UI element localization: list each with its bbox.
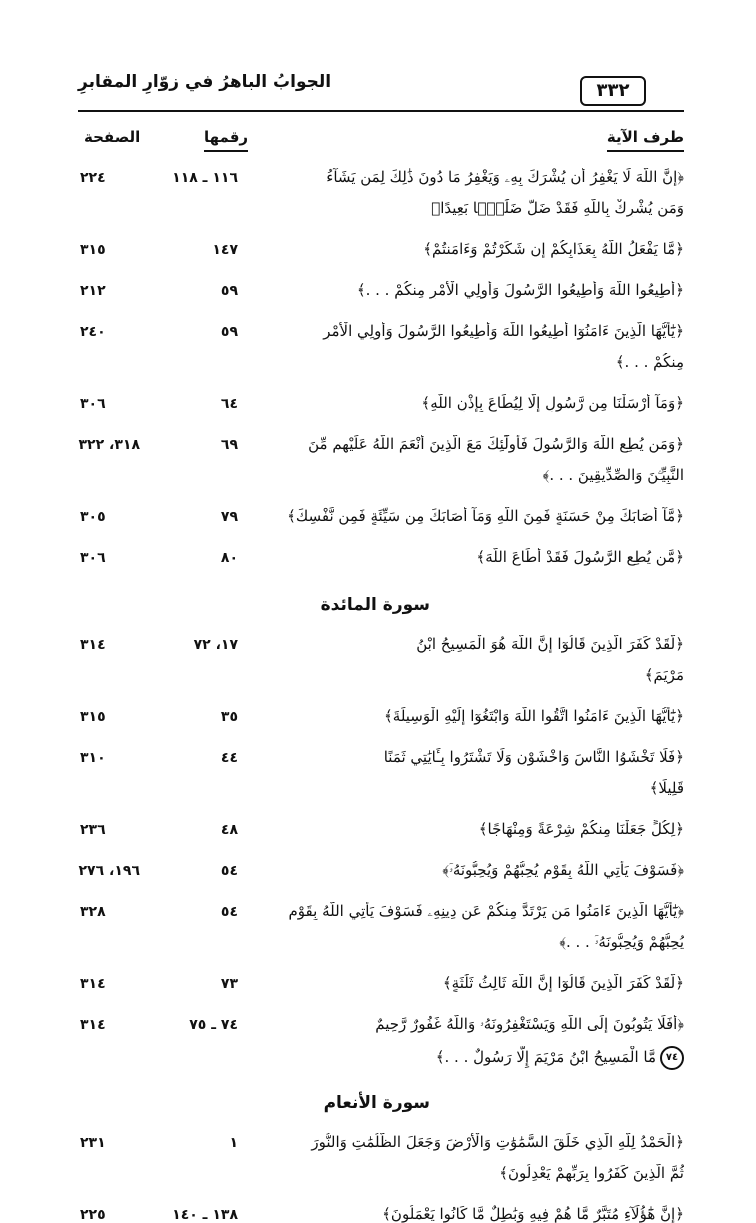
verse-number: ٤٨ — [220, 822, 238, 838]
ayah-text-line: ﴿فَلَا تَخْشَوُا النَّاسَ وَاخْشَوْنِ وَلَا تَشْتَرُوا بِـَٔايَٰتِي ثَمَنًا — [383, 748, 684, 766]
ayah-text-line: ﴿لَّقَدْ كَفَرَ الَّذِينَ قَالُوٓا إِنَّ اللَّهَ ثَالِثُ ثَلَٰثَةٍ﴾ — [442, 974, 684, 992]
page-reference: ٢٣١ — [80, 1135, 106, 1151]
verse-number: ١٣٨ ـ ١٤٠ — [172, 1207, 238, 1223]
page-reference: ٣٠٦ — [80, 396, 106, 412]
page-reference: ١٩٦، ٢٧٦ — [78, 863, 140, 879]
page-reference: ٢١٢ — [80, 283, 106, 299]
page-reference: ٢٤٠ — [80, 324, 106, 340]
ayah-text-line: ﴿لِكُلٍّ جَعَلْنَا مِنكُمْ شِرْعَةً وَمِنْهَاجًا﴾ — [478, 820, 684, 838]
ayah-text-line: ﴿إِنَّ اللَّهَ لَا يَغْفِرُ أَن يُشْرَكَ بِهِۦ وَيَغْفِرُ مَا دُونَ ذَٰلِكَ لِمَن يَشَآءُ — [326, 168, 684, 186]
page-number: ٣٣٢ — [580, 76, 646, 106]
page-reference: ٢٢٤ — [80, 170, 106, 186]
page-reference: ٣١٤ — [80, 976, 106, 992]
page-reference: ٣١٥ — [80, 709, 106, 725]
book-title: الجوابُ الباهرُ في زوّارِ المقابرِ — [78, 72, 332, 92]
column-header-ayah: طرف الآية — [607, 128, 684, 152]
ayah-text-line: ﴿مَّا يَفْعَلُ اللَّهُ بِعَذَابِكُمْ إِن شَكَرْتُمْ وَءَامَنتُمْ﴾ — [423, 240, 684, 258]
verse-number: ٤٤ — [220, 750, 238, 766]
ayah-text-line: مَرْيَمَ﴾ — [644, 666, 684, 684]
column-header-page: الصفحة — [84, 128, 141, 146]
ayah-text-line: ﴿مَّن يُطِعِ الرَّسُولَ فَقَدْ أَطَاعَ اللَّهَ﴾ — [476, 548, 684, 566]
page-reference: ٢٢٥ — [80, 1207, 106, 1223]
verse-number: ٣٥ — [220, 709, 238, 725]
page-reference: ٣١٤ — [80, 637, 106, 653]
ayah-text-line: النَّبِيِّـۧنَ وَالصِّدِّيقِينَ . . .﴾ — [542, 466, 684, 484]
page-reference: ٣١٨، ٣٢٢ — [78, 437, 140, 453]
ayah-text-line: ﴿فَسَوْفَ يَأْتِي اللَّهُ بِقَوْمٍ يُحِبُّهُمْ وَيُحِبُّونَهُۥٓ﴾ — [442, 861, 684, 879]
verse-number: ١ — [229, 1135, 238, 1151]
page-reference: ٣١٠ — [80, 750, 106, 766]
ayah-text-line: ثُمَّ الَّذِينَ كَفَرُوا بِرَبِّهِمْ يَعْدِلُونَ﴾ — [499, 1164, 684, 1182]
page-reference: ٣١٤ — [80, 1017, 106, 1033]
ayah-text-line: قَلِيلًا﴾ — [649, 779, 684, 797]
surah-heading: سورة المائدة — [320, 595, 430, 615]
page-number-box — [580, 78, 684, 106]
verse-number: ٦٩ — [220, 437, 238, 453]
ayah-text-line: وَمَن يُشْرِكْ بِاللَّهِ فَقَدْ ضَلَّ ضَلَٰلًۢا بَعِيدًا﴾ — [431, 199, 684, 217]
ayah-text-line: ﴿وَمَآ أَرْسَلْنَا مِن رَّسُولٍ إِلَّا لِيُطَاعَ بِإِذْنِ اللَّهِ﴾ — [421, 394, 684, 412]
page-reference: ٣٠٦ — [80, 550, 106, 566]
verse-number: ٥٤ — [220, 904, 238, 920]
ayah-text-line: مِنكُمْ . . .﴾ — [615, 353, 684, 371]
ayah-text-line: ﴿أَطِيعُوا اللَّهَ وَأَطِيعُوا الرَّسُولَ وَأُولِي الْأَمْرِ مِنكُمْ . . .﴾ — [356, 281, 684, 299]
ayah-text-line — [264, 1046, 684, 1070]
surah-heading: سورة الأنعام — [323, 1093, 430, 1113]
ayah-text-line: ﴿وَمَن يُطِعِ اللَّهَ وَالرَّسُولَ فَأُولَٰٓئِكَ مَعَ الَّذِينَ أَنْعَمَ اللَّهُ عَلَيْهِم مِّنَ — [308, 435, 684, 453]
ayah-text-line: ﴿يَٰٓأَيُّهَا الَّذِينَ ءَامَنُوا مَن يَرْتَدَّ مِنكُمْ عَن دِينِهِۦ فَسَوْفَ يَأْتِي اللَّهُ بِقَوْمٍ — [288, 902, 684, 920]
ayah-text-line: يُحِبُّهُمْ وَيُحِبُّونَهُۥٓ . . .﴾ — [559, 933, 684, 951]
verse-number: ٧٩ — [220, 509, 238, 525]
page-reference: ٣١٥ — [80, 242, 106, 258]
page-reference: ٢٣٦ — [80, 822, 106, 838]
ayah-text-line: ﴿لَّقَدْ كَفَرَ الَّذِينَ قَالُوٓا إِنَّ اللَّهَ هُوَ الْمَسِيحُ ابْنُ — [416, 635, 684, 653]
verse-number: ١٤٧ — [212, 242, 238, 258]
verse-number: ٧٤ ـ ٧٥ — [189, 1017, 238, 1033]
ayah-number-marker: ٧٤ — [660, 1046, 684, 1070]
ayah-text-line: ﴿الْحَمْدُ لِلَّهِ الَّذِي خَلَقَ السَّمَٰوَٰتِ وَالْأَرْضَ وَجَعَلَ الظُّلُمَٰتِ وَالنُّورَ — [311, 1133, 684, 1151]
ayah-text-line: ﴿مَّآ أَصَابَكَ مِنْ حَسَنَةٍ فَمِنَ اللَّهِ وَمَآ أَصَابَكَ مِن سَيِّئَةٍ فَمِن نَّفْسِكَ﴾ — [287, 507, 684, 525]
verse-number: ٥٩ — [220, 324, 238, 340]
ayah-text-line: ﴿أَفَلَا يَتُوبُونَ إِلَى اللَّهِ وَيَسْتَغْفِرُونَهُۥ وَاللَّهُ غَفُورٌ رَّحِيمٌ — [375, 1015, 684, 1033]
verse-number: ٧٣ — [220, 976, 238, 992]
ayah-text-line: ﴿يَٰٓأَيُّهَا الَّذِينَ ءَامَنُوٓا أَطِيعُوا اللَّهَ وَأَطِيعُوا الرَّسُولَ وَأُولِي الْأَمْرِ — [323, 322, 684, 340]
page-reference: ٣٢٨ — [80, 904, 106, 920]
page-header — [78, 72, 684, 112]
verse-number: ١٧، ٧٢ — [193, 637, 238, 653]
ayah-text-line: ﴿إِنَّ هَٰٓؤُلَآءِ مُتَبَّرٌ مَّا هُمْ فِيهِ وَبَٰطِلٌ مَّا كَانُوا يَعْمَلُونَ﴾ — [382, 1205, 684, 1223]
verse-number: ٥٩ — [220, 283, 238, 299]
verse-number: ٥٤ — [220, 863, 238, 879]
ayah-text-segment: مَّا الْمَسِيحُ ابْنُ مَرْيَمَ إِلَّا رَسُولٌ . . .﴾ — [435, 1048, 656, 1066]
page-reference: ٣٠٥ — [80, 509, 106, 525]
verse-number: ٦٤ — [220, 396, 238, 412]
verse-number: ٨٠ — [220, 550, 238, 566]
column-header-verse-number: رقمها — [204, 128, 248, 152]
header-rule — [78, 110, 684, 112]
ayah-text-line: ﴿يَٰٓأَيُّهَا الَّذِينَ ءَامَنُوا اتَّقُوا اللَّهَ وَابْتَغُوٓا إِلَيْهِ الْوَسِيلَةَ﴾ — [383, 707, 684, 725]
verse-number: ١١٦ ـ ١١٨ — [172, 170, 238, 186]
